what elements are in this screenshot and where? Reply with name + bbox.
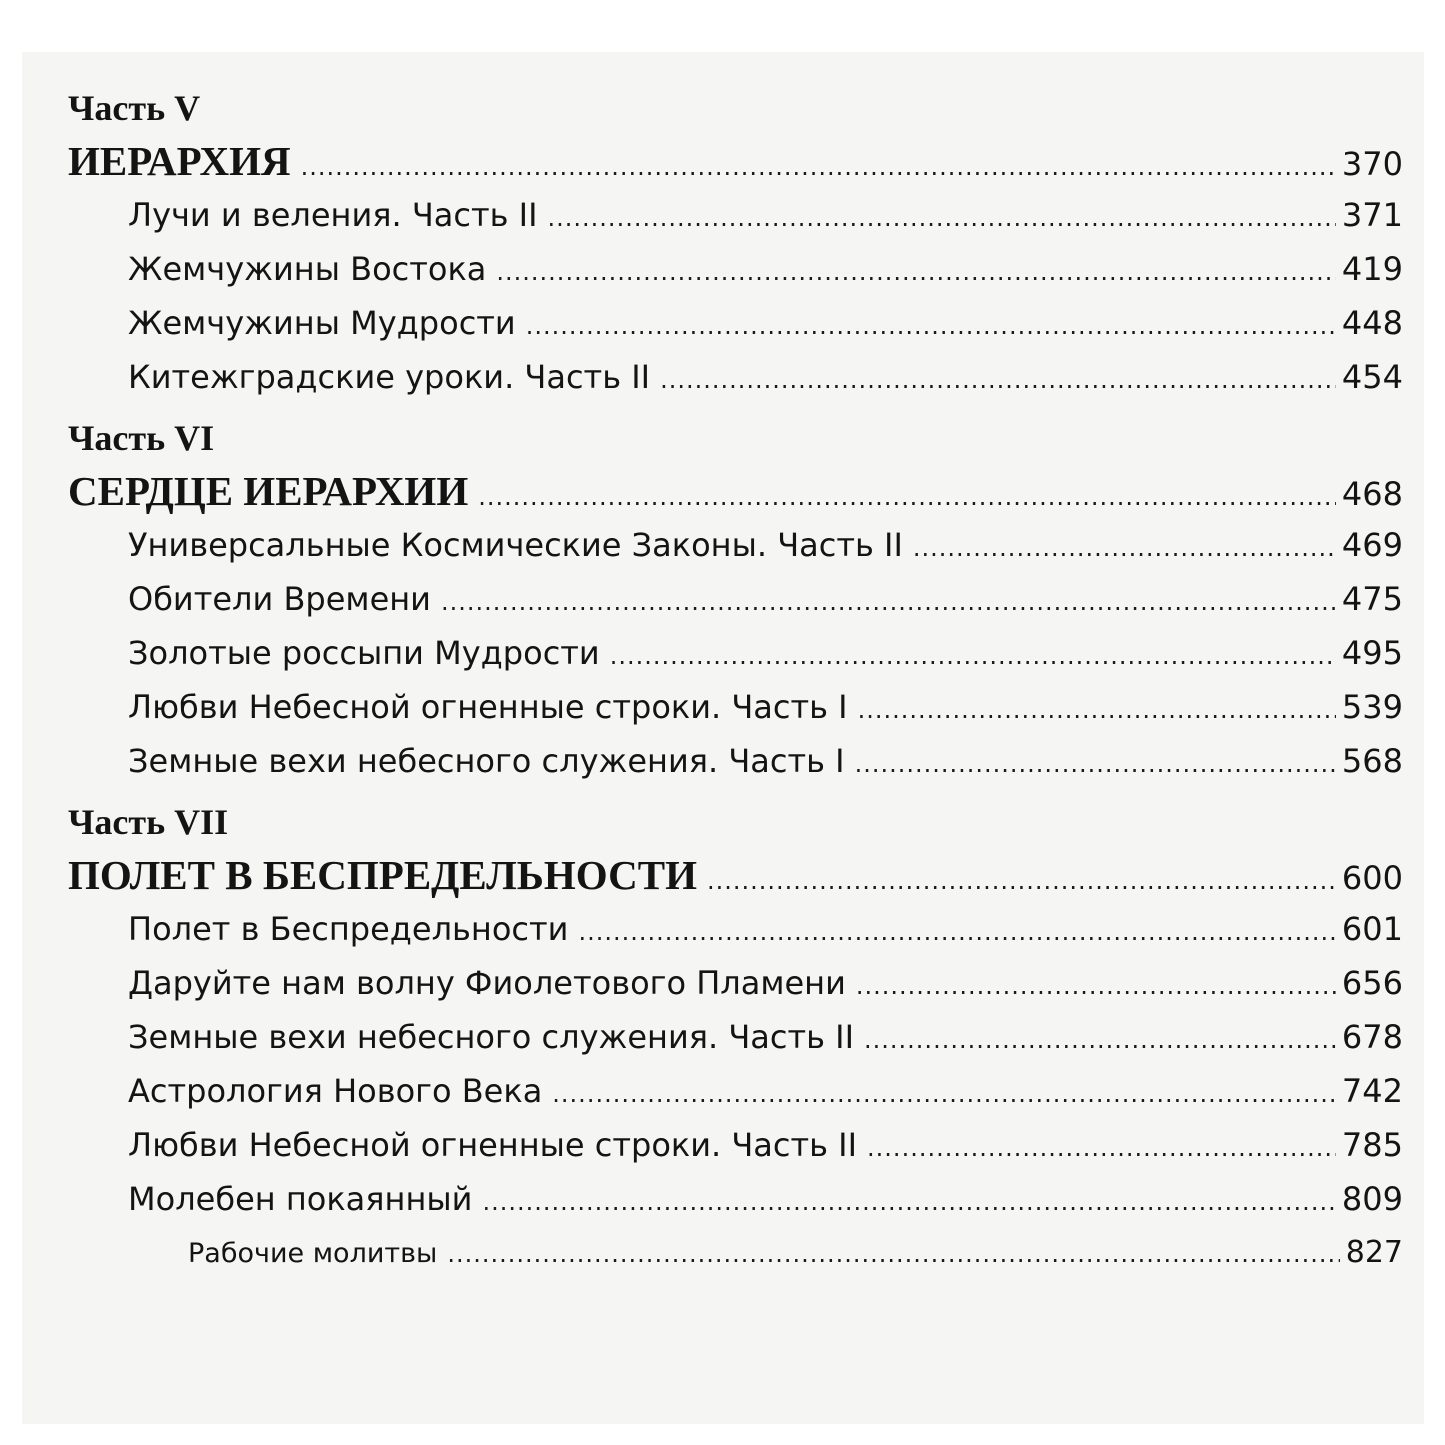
page-number: 419	[1341, 250, 1403, 288]
book-page	[22, 52, 1424, 1424]
part-label: Часть VII	[68, 802, 229, 842]
dot-leader	[660, 353, 1336, 407]
toc-entry	[68, 1064, 1403, 1118]
entry-title: Жемчужины Мудрости	[128, 304, 516, 342]
toc-entry	[68, 902, 1403, 956]
page-number: 601	[1341, 910, 1403, 948]
entry-title: Полет в Беспредельности	[128, 910, 569, 948]
entry-title: Китежградские уроки. Часть II	[128, 358, 651, 396]
page-number: 600	[1341, 859, 1403, 897]
page-number: 568	[1341, 742, 1403, 780]
entry-title: Золотые россыпи Мудрости	[128, 634, 600, 672]
section-title: СЕРДЦЕ ИЕРАРХИИ	[68, 468, 469, 514]
entry-title: Земные вехи небесного служения. Часть I	[128, 742, 845, 780]
entry-title: Рабочие молитвы	[188, 1238, 438, 1269]
toc-entry	[68, 518, 1403, 572]
dot-leader	[478, 470, 1336, 524]
entry-title: Любви Небесной огненные строки. Часть I	[128, 688, 848, 726]
page-number: 454	[1341, 358, 1403, 396]
page-number: 469	[1341, 526, 1403, 564]
page-number: 539	[1341, 688, 1403, 726]
dot-leader	[548, 191, 1336, 245]
page-number: 678	[1341, 1018, 1403, 1056]
toc-entry	[68, 242, 1403, 296]
entry-title: Астрология Нового Века	[128, 1072, 543, 1110]
page-number: 468	[1341, 475, 1403, 513]
page-number: 742	[1341, 1072, 1403, 1110]
section-title: ПОЛЕТ В БЕСПРЕДЕЛЬНОСТИ	[68, 852, 697, 898]
entry-title: Универсальные Космические Законы. Часть II	[128, 526, 903, 564]
part-label: Часть V	[68, 88, 201, 128]
page-number: 809	[1341, 1180, 1403, 1218]
dot-leader	[858, 683, 1336, 737]
entry-title: Земные вехи небесного служения. Часть II	[128, 1018, 855, 1056]
dot-leader	[707, 854, 1336, 908]
dot-leader	[856, 959, 1336, 1013]
toc-section-entry	[68, 848, 1403, 902]
toc-entry	[68, 680, 1403, 734]
dot-leader	[441, 575, 1336, 629]
toc-section-entry	[68, 464, 1403, 518]
toc-entry	[68, 626, 1403, 680]
page-number: 785	[1341, 1126, 1403, 1164]
toc-entry	[68, 572, 1403, 626]
dot-leader	[578, 905, 1335, 959]
dot-leader	[855, 737, 1336, 791]
page-number: 475	[1341, 580, 1403, 618]
dot-leader	[867, 1121, 1336, 1175]
page-number: 370	[1341, 145, 1403, 183]
toc-entry	[68, 1118, 1403, 1172]
page-number: 656	[1341, 964, 1403, 1002]
page-number: 448	[1341, 304, 1403, 342]
section-title: ИЕРАРХИЯ	[68, 138, 291, 184]
table-of-contents	[68, 82, 1403, 1280]
toc-entry	[68, 734, 1403, 788]
dot-leader	[482, 1175, 1335, 1229]
dot-leader	[610, 629, 1336, 683]
entry-title: Жемчужины Востока	[128, 250, 487, 288]
toc-entry	[68, 188, 1403, 242]
entry-title: Любви Небесной огненные строки. Часть II	[128, 1126, 858, 1164]
part-label: Часть VI	[68, 418, 215, 458]
dot-leader	[913, 521, 1336, 575]
entry-title: Молебен покаянный	[128, 1180, 473, 1218]
dot-leader	[301, 140, 1336, 194]
toc-entry	[68, 296, 1403, 350]
dot-leader	[496, 245, 1336, 299]
toc-entry	[68, 956, 1403, 1010]
entry-title: Лучи и веления. Часть II	[128, 196, 538, 234]
toc-subentry	[68, 1226, 1403, 1280]
entry-title: Обители Времени	[128, 580, 431, 618]
page-number: 827	[1345, 1235, 1403, 1270]
entry-title: Даруйте нам волну Фиолетового Пламени	[128, 964, 846, 1002]
toc-entry	[68, 350, 1403, 404]
toc-entry	[68, 1010, 1403, 1064]
dot-leader	[447, 1227, 1339, 1281]
page-number: 495	[1341, 634, 1403, 672]
dot-leader	[864, 1013, 1336, 1067]
toc-section-entry	[68, 134, 1403, 188]
dot-leader	[526, 299, 1336, 353]
toc-entry	[68, 1172, 1403, 1226]
page-number: 371	[1341, 196, 1403, 234]
dot-leader	[552, 1067, 1336, 1121]
